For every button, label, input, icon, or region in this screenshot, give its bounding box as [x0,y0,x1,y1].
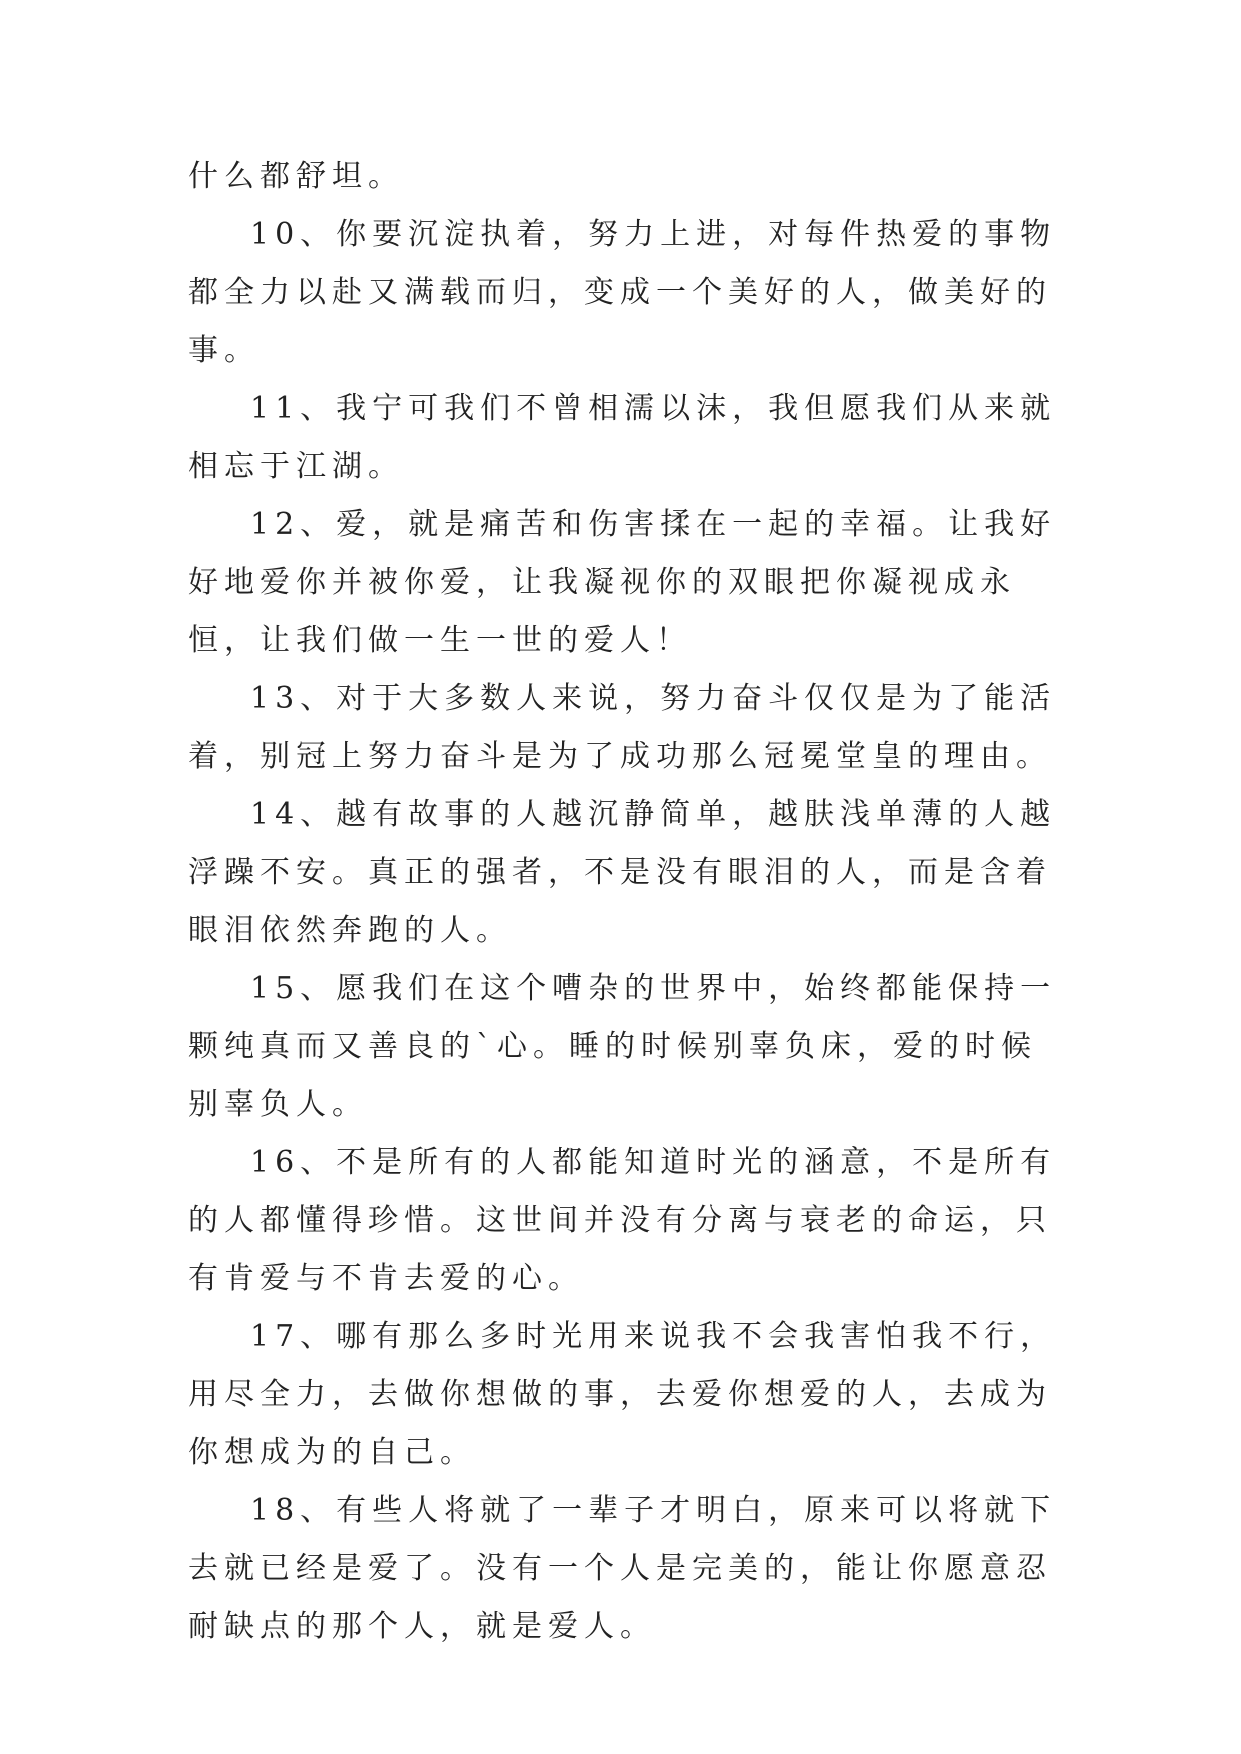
paragraph-14: 14、越有故事的人越沉静简单，越肤浅单薄的人越浮躁不安。真正的强者，不是没有眼泪的人，而是含着眼泪依然奔跑的人。 [188,797,1057,948]
paragraph-13: 13、对于大多数人来说，努力奋斗仅仅是为了能活着，别冠上努力奋斗是为了成功那么冠冕堂皇的理由。 [188,681,1057,774]
paragraph-12: 12、爱，就是痛苦和伤害揉在一起的幸福。让我好好地爱你并被你爱，让我凝视你的双眼把你凝视成永恒，让我们做一生一世的爱人！ [188,507,1057,658]
paragraph-11: 11、我宁可我们不曾相濡以沫，我但愿我们从来就相忘于江湖。 [188,391,1057,484]
paragraph-continuation: 什么都舒坦。 [188,159,404,194]
paragraph-10: 10、你要沉淀执着，努力上进，对每件热爱的事物都全力以赴又满载而归，变成一个美好的人，做美好的事。 [188,217,1057,368]
paragraph-16: 16、不是所有的人都能知道时光的涵意，不是所有的人都懂得珍惜。这世间并没有分离与衰老的命运，只有肯爱与不肯去爱的心。 [188,1145,1057,1296]
paragraph-15: 15、愿我们在这个嘈杂的世界中，始终都能保持一颗纯真而又善良的`心。睡的时候别辜负床，爱的时候别辜负人。 [188,971,1057,1122]
paragraph-17: 17、哪有那么多时光用来说我不会我害怕我不行，用尽全力，去做你想做的事，去爱你想爱的人，去成为你想成为的自己。 [188,1319,1057,1470]
paragraph-18: 18、有些人将就了一辈子才明白，原来可以将就下去就已经是爱了。没有一个人是完美的，能让你愿意忍耐缺点的那个人，就是爱人。 [188,1493,1057,1644]
body-text [188,148,1068,1656]
